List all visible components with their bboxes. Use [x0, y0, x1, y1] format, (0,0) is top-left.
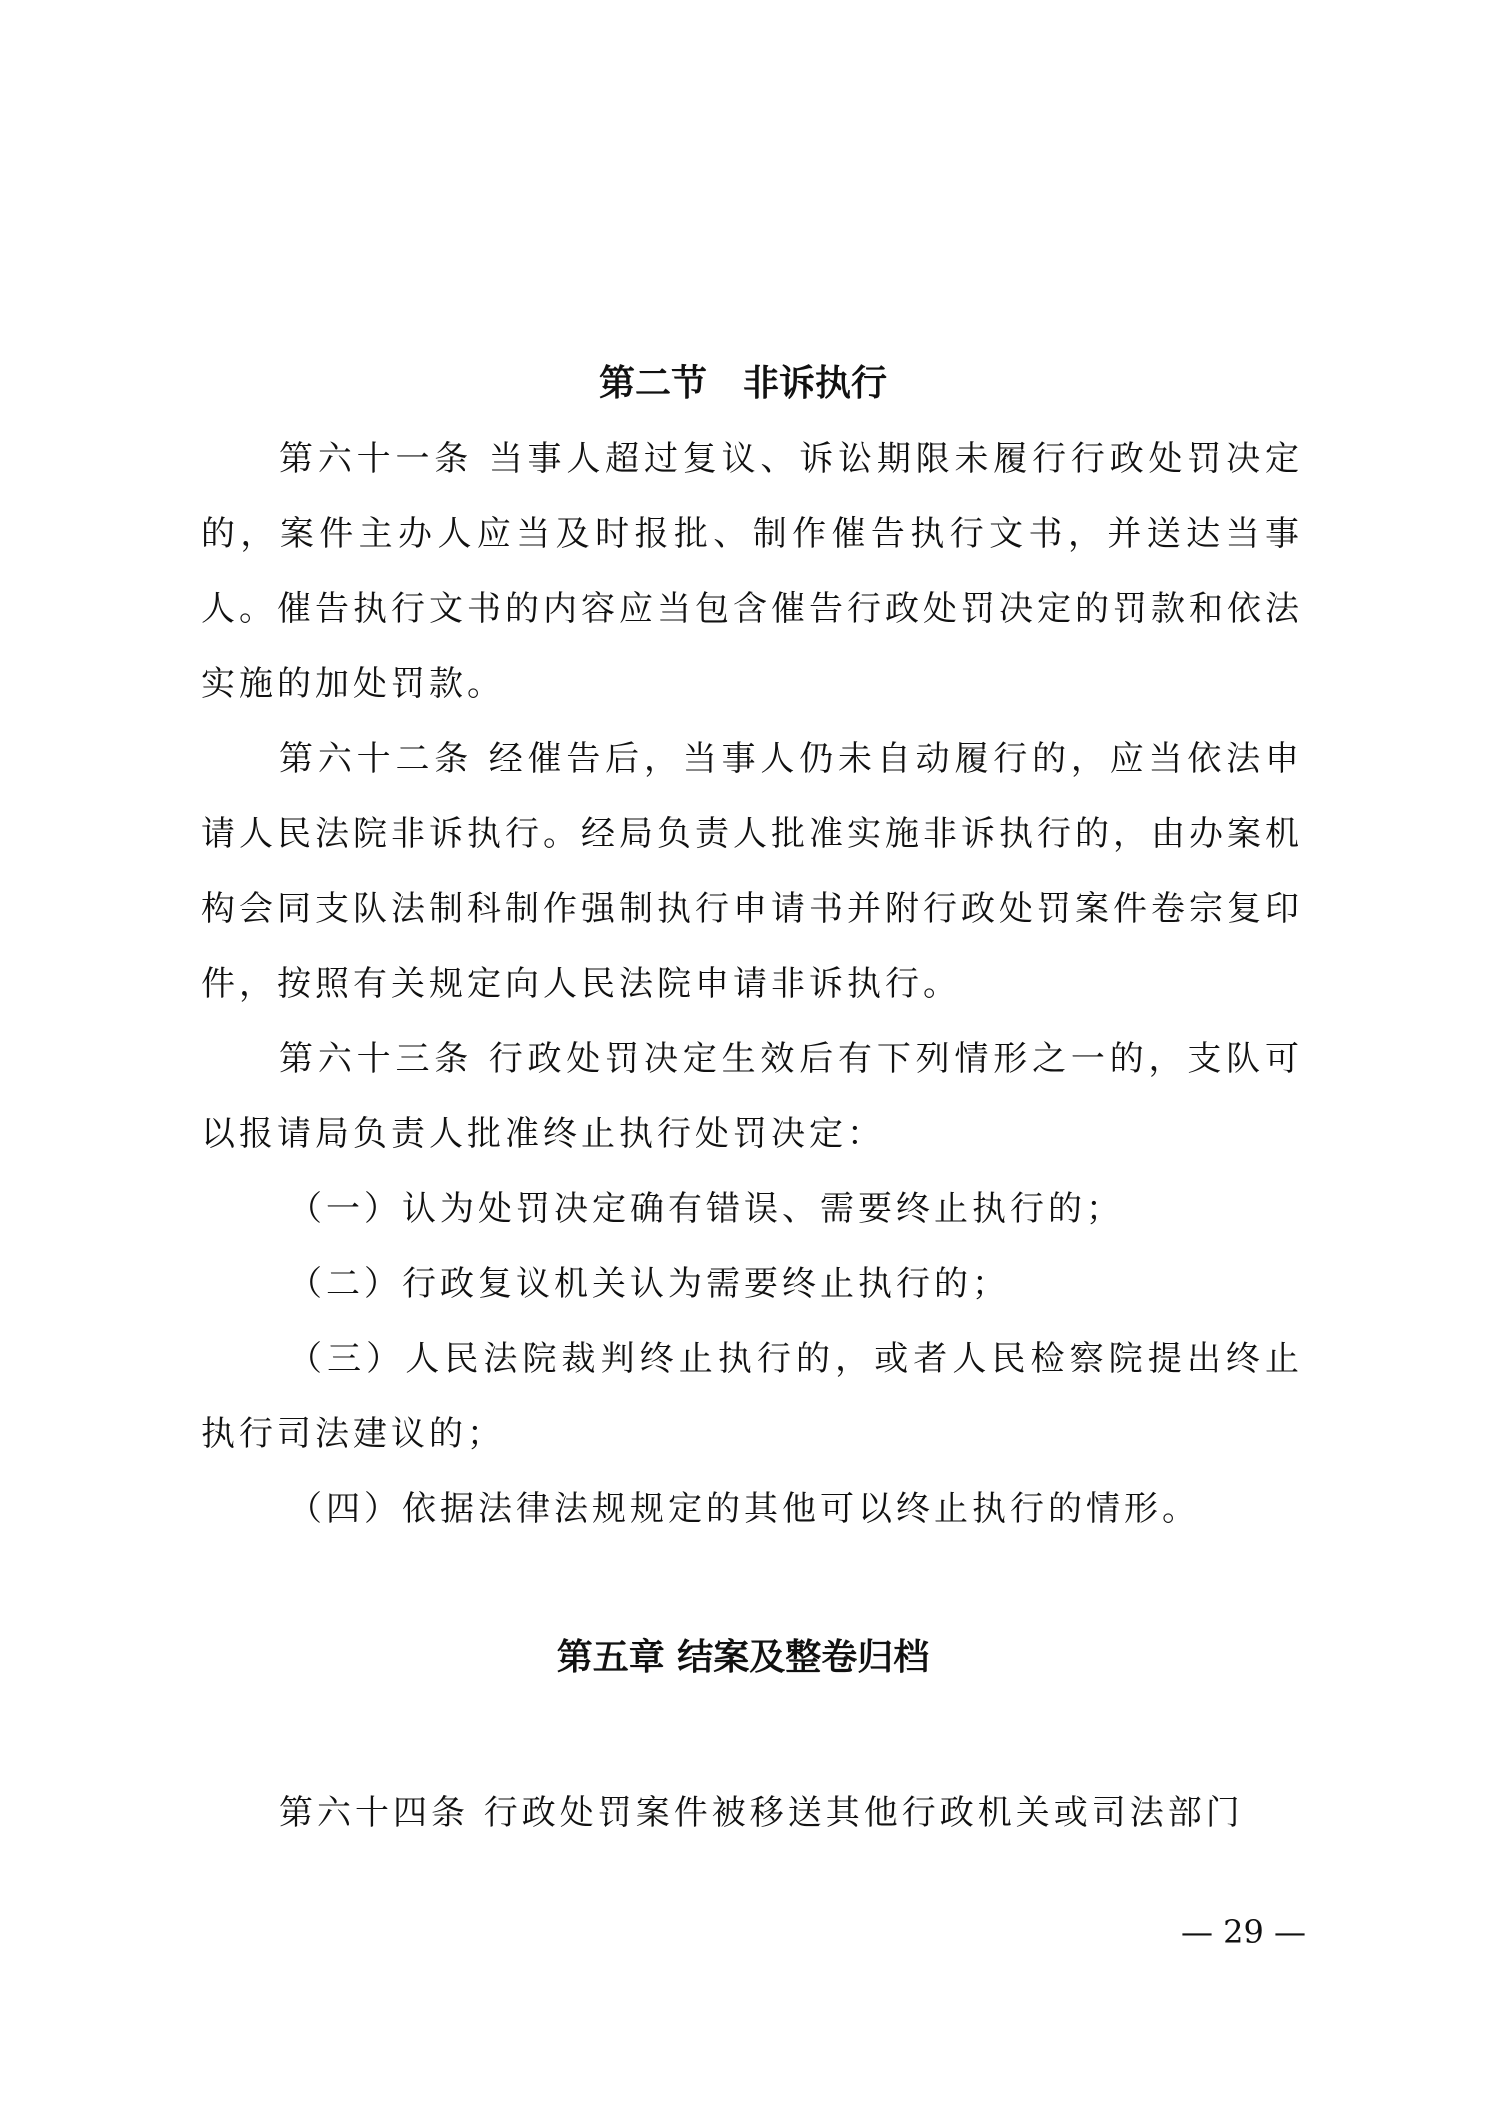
page-number: — 29 —: [1180, 1913, 1306, 1951]
list-item-2: （二）行政复议机关认为需要终止执行的；: [288, 1264, 1010, 1304]
list-item-4: （四）依据法律法规规定的其他可以终止执行的情形。: [288, 1489, 1200, 1529]
article-62-paragraph: 第六十二条 经催告后，当事人仍未自动履行的，应当依法申请人民法院非诉执行。经局负责人批准实施非诉执行的，由办案机构会同支队法制科制作强制执行申请书并附行政处罚案件卷宗复印件，按照有关规定向人民法院申请非诉执行。: [201, 739, 1303, 1004]
chapter-heading: 第五章 结案及整卷归档: [556, 1637, 930, 1678]
list-item-1: （一）认为处罚决定确有错误、需要终止执行的；: [288, 1189, 1124, 1229]
section-heading: 第二节 非诉执行: [598, 363, 887, 404]
article-61-paragraph: 第六十一条 当事人超过复议、诉讼期限未履行行政处罚决定的，案件主办人应当及时报批、制作催告执行文书，并送达当事人。催告执行文书的内容应当包含催告行政处罚决定的罚款和依法实施的加处罚款。: [201, 439, 1303, 704]
article-63-paragraph: 第六十三条 行政处罚决定生效后有下列情形之一的，支队可以报请局负责人批准终止执行处罚决定：: [201, 1039, 1303, 1154]
article-64-paragraph: 第六十四条 行政处罚案件被移送其他行政机关或司法部门: [279, 1793, 1244, 1833]
list-item-3: （三）人民法院裁判终止执行的，或者人民检察院提出终止执行司法建议的；: [201, 1339, 1303, 1454]
